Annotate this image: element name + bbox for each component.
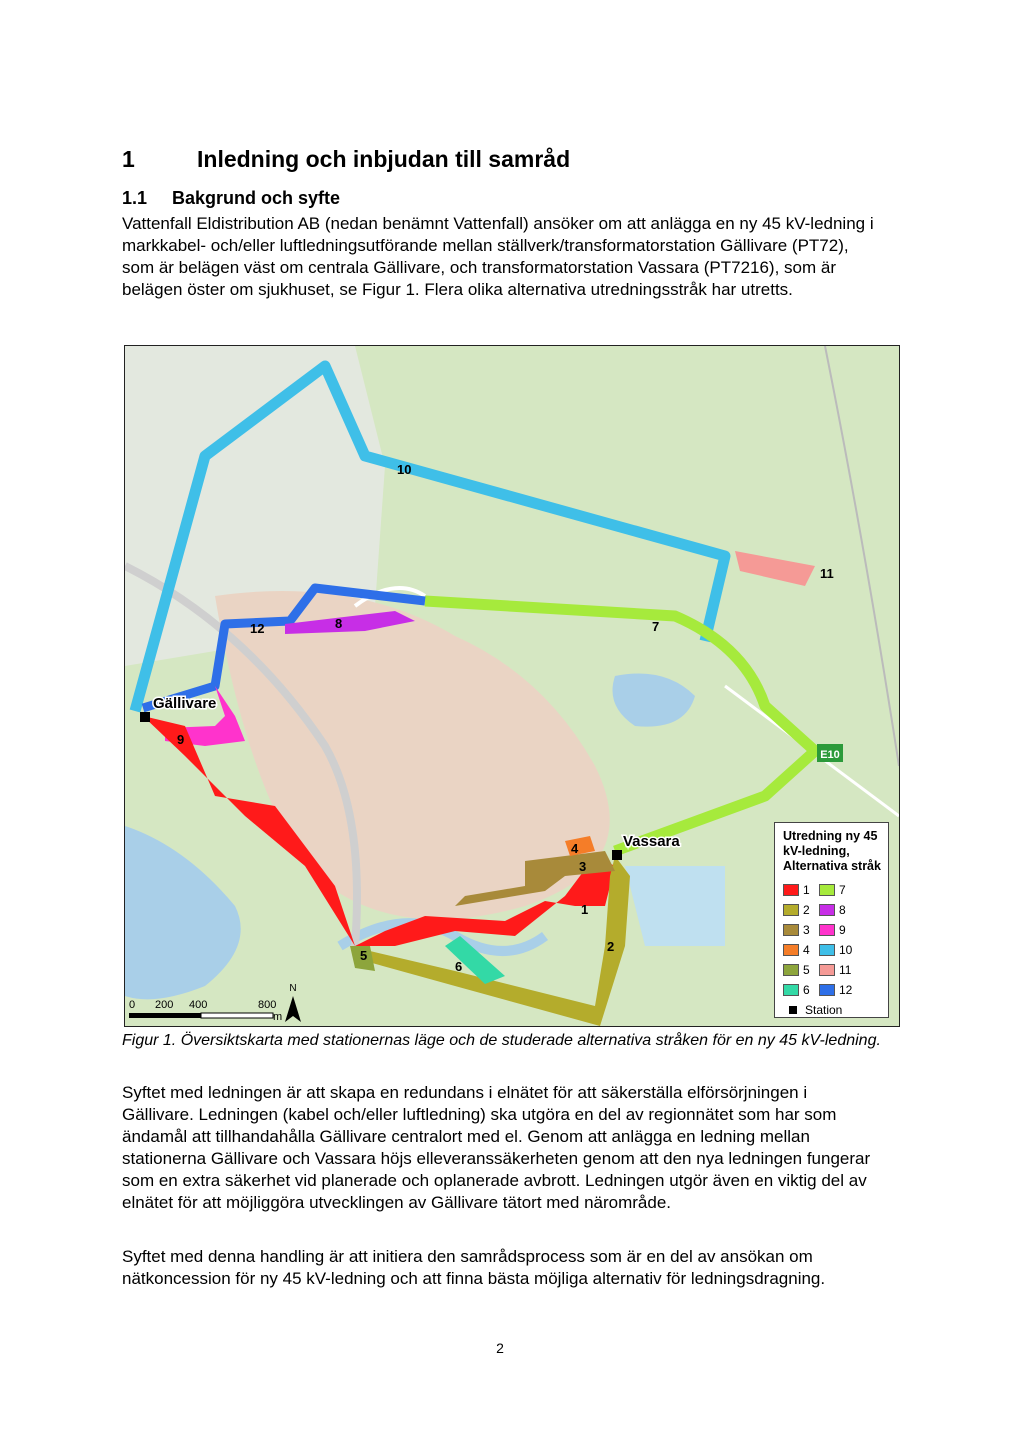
scale-tick-200: 200: [155, 999, 174, 1011]
legend-label: 4: [803, 943, 810, 957]
section-title: Inledning och inbjudan till samråd: [197, 146, 571, 172]
legend-label: 5: [803, 963, 810, 977]
route-label-4: 4: [571, 841, 579, 856]
vassara-label: Vassara: [623, 833, 680, 850]
legend-row: [783, 920, 882, 940]
route-label-8: 8: [335, 616, 343, 631]
scale-tick-800: 800: [258, 999, 277, 1011]
consultation-paragraph: Syftet med denna handling är att initiera den samrådsprocess som är en del av ansökan om nätkoncession för ny 45 kV-ledning och att finna bästa möjliga alternativ för ledningsdragning.: [122, 1247, 826, 1288]
svg-text:N: N: [289, 983, 297, 994]
legend-row: [783, 940, 882, 960]
subsection-heading: [122, 188, 340, 209]
e10-label: E10: [820, 749, 840, 761]
legend-swatch: [819, 904, 835, 916]
legend-label: 3: [803, 923, 810, 937]
scale-tick-0: 0: [129, 999, 136, 1011]
legend-row: [783, 960, 882, 980]
route-label-7: 7: [652, 619, 660, 634]
legend-swatch: [783, 944, 799, 956]
gallivare-label: Gällivare: [153, 695, 217, 712]
legend-label: 10: [839, 943, 853, 957]
route-label-10: 10: [397, 462, 412, 477]
route-label-2: 2: [607, 939, 615, 954]
legend-label: 11: [839, 963, 852, 977]
legend-label: 6: [803, 983, 810, 997]
legend-swatch: [819, 924, 835, 936]
legend-label: 12: [839, 983, 853, 997]
legend-swatch: [783, 984, 799, 996]
legend-row: [783, 880, 882, 900]
legend-swatch: [819, 884, 835, 896]
legend-swatch: [819, 964, 835, 976]
scale-unit: m: [273, 1011, 283, 1023]
legend-label: 1: [803, 883, 810, 897]
legend-title: Utredning ny 45 kV-ledning, Alternativa stråk: [783, 829, 881, 873]
legend-label: 7: [839, 883, 846, 897]
legend-swatch: [783, 904, 799, 916]
legend-station-label: Station: [805, 1003, 843, 1017]
route-label-5: 5: [360, 948, 368, 963]
route-label-9: 9: [177, 732, 185, 747]
route-label-11: 11: [820, 566, 834, 581]
route-label-12: 12: [250, 621, 265, 636]
route-label-1: 1: [581, 902, 589, 917]
gallivare-station-marker: [140, 712, 150, 722]
legend-label: 9: [839, 923, 846, 937]
legend-label: 8: [839, 903, 846, 917]
vassara-station-marker: [612, 850, 622, 860]
route-label-3: 3: [579, 859, 587, 874]
purpose-paragraph: Syftet med ledningen är att skapa en redundans i elnätet för att säkerställa elförsörjningen i Gällivare. Ledningen (kabel och/eller luftledning) ska utgöra en del av regionnätet som har som ändamål att tillhandahålla Gällivare centralort med el. Genom att anlägga en ledning mellan stationerna Gällivare och Vassara höjs elleveranssäkerheten genom att den nya ledningen fungerar som en extra säkerhet vid planerade och oplanerade avbrott. Ledningen utgör även en viktig del av elnätet för att möjliggöra utvecklingen av Gällivare tätort med närområde.: [122, 1083, 871, 1212]
legend-swatch: [783, 924, 799, 936]
legend-rows: [783, 880, 882, 1000]
page-number: 2: [496, 1340, 504, 1356]
map-legend: [774, 822, 889, 1018]
legend-station-row: [783, 1000, 882, 1020]
scale-tick-400: 400: [189, 999, 208, 1011]
section-heading: [122, 146, 570, 173]
legend-label: 2: [803, 903, 810, 917]
overview-map: [124, 345, 900, 1027]
station-icon: [789, 1006, 797, 1014]
legend-row: [783, 900, 882, 920]
intro-paragraph: Vattenfall Eldistribution AB (nedan benämnt Vattenfall) ansöker om att anlägga en ny 45 kV-ledning i markkabel- och/eller luftledningsutförande mellan ställverk/transformatorstation Gällivare (PT72), som är belägen väst om centrala Gällivare, och transformatorstation Vassara (PT7216), som är belägen öster om sjukhuset, se Figur 1. Flera olika alternativa utredningsstråk har utretts.: [122, 214, 874, 299]
subsection-title: Bakgrund och syfte: [172, 188, 341, 208]
legend-swatch: [783, 884, 799, 896]
legend-swatch: [819, 984, 835, 996]
legend-row: [783, 980, 882, 1000]
legend-swatch: [819, 944, 835, 956]
route-label-6: 6: [455, 959, 463, 974]
section-number: 1: [122, 146, 135, 172]
legend-swatch: [783, 964, 799, 976]
figure-caption: Figur 1. Översiktskarta med stationernas läge och de studerade alternativa stråken för en ny 45 kV-ledning.: [122, 1032, 881, 1049]
subsection-number: 1.1: [122, 188, 148, 208]
